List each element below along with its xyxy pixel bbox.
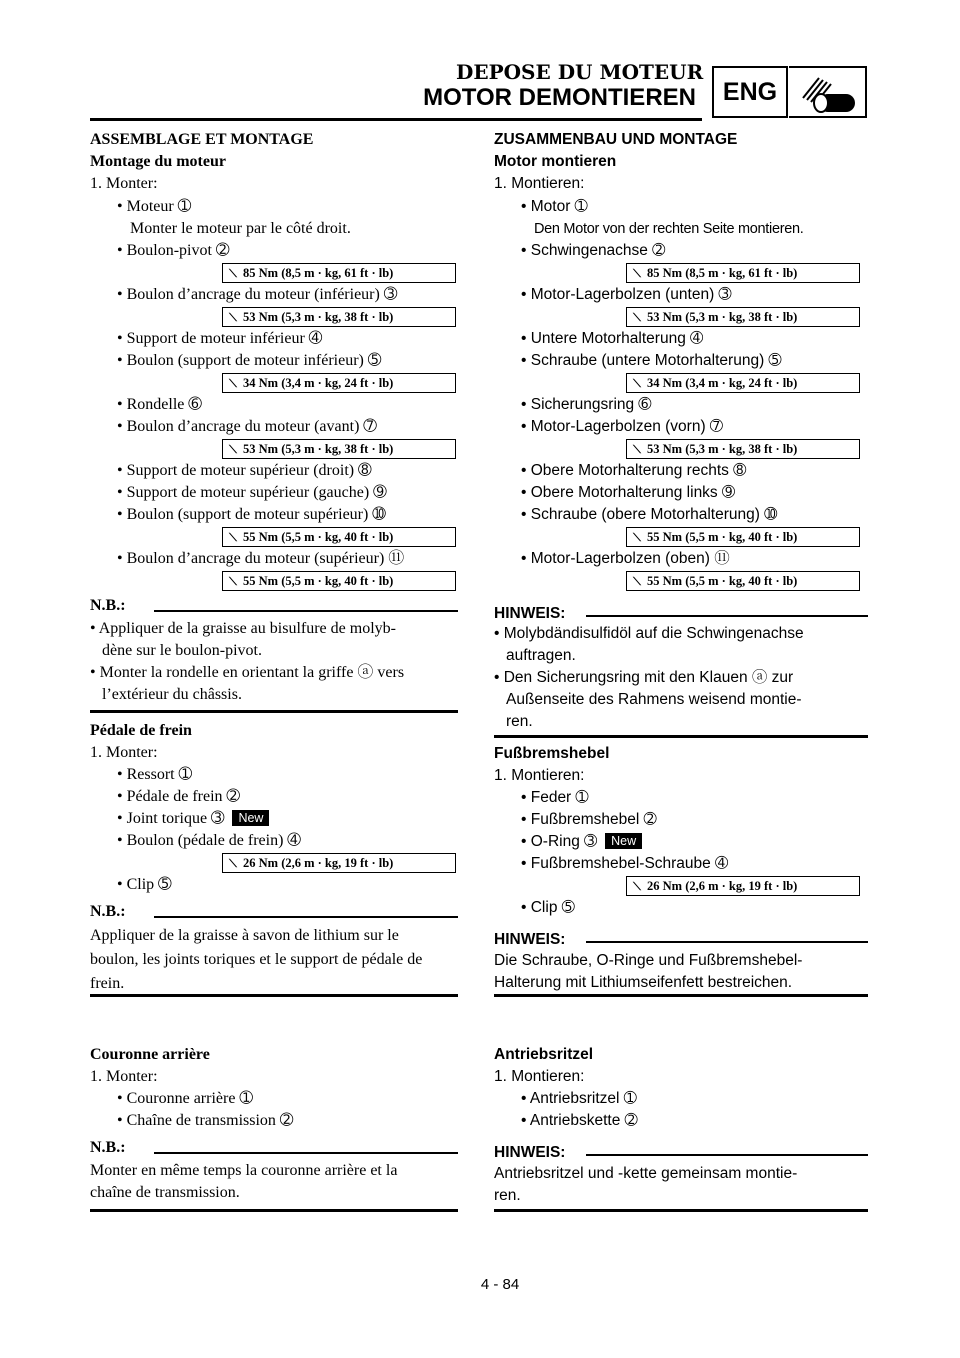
list-item: • Moteur ➀ xyxy=(117,198,192,215)
list-item: • Feder ➀ xyxy=(521,789,589,806)
note-rule xyxy=(586,615,868,617)
wrench-icon: ⟍ xyxy=(633,268,641,280)
list-item: • Untere Motorhalterung ➃ xyxy=(521,330,704,347)
wrench-icon: ⟍ xyxy=(633,532,641,544)
list-item: • Motor-Lagerbolzen (oben) ⑪ xyxy=(521,550,730,567)
note-label: N.B.: xyxy=(90,1139,126,1156)
list-item: • Sicherungsring ➅ xyxy=(521,396,652,413)
note-end-rule xyxy=(90,1209,458,1212)
wrench-icon: ⟍ xyxy=(633,576,641,588)
note-text: l’extérieur du châssis. xyxy=(102,686,242,703)
note-text: Antriebsritzel und -kette gemeinsam montie- xyxy=(494,1165,798,1182)
note-rule xyxy=(154,610,458,612)
header-rule xyxy=(90,118,702,121)
torque-spec: ⟍ 55 Nm (5,5 m · kg, 40 ft · lb) xyxy=(626,571,860,591)
subsection-title: Fußbremshebel xyxy=(494,745,610,762)
list-item: • Fußbremshebel ➁ xyxy=(521,811,657,828)
list-item: • Boulon (pédale de frein) ➃ xyxy=(117,832,301,849)
step: 1. Montieren: xyxy=(494,175,585,192)
note-text: Appliquer de la graisse à savon de lithium sur le xyxy=(90,927,399,944)
list-item: • Motor-Lagerbolzen (vorn) ➆ xyxy=(521,418,723,435)
step: 1. Monter: xyxy=(90,744,158,761)
list-item: • Boulon (support de moteur supérieur) ➉ xyxy=(117,506,386,523)
wrench-icon: ⟍ xyxy=(229,444,237,456)
list-item: • Obere Motorhalterung rechts ➇ xyxy=(521,462,747,479)
note-text: • Appliquer de la graisse au bisulfure de molyb- xyxy=(90,620,396,637)
wrench-icon: ⟍ xyxy=(633,881,641,893)
step: 1. Monter: xyxy=(90,175,158,192)
header-title-de: MOTOR DEMONTIEREN xyxy=(423,84,696,111)
step: 1. Montieren: xyxy=(494,767,585,784)
section-title: ZUSAMMENBAU UND MONTAGE xyxy=(494,131,738,148)
torque-spec: ⟍ 55 Nm (5,5 m · kg, 40 ft · lb) xyxy=(222,571,456,591)
list-item: • Clip ➄ xyxy=(521,899,575,916)
note-text: boulon, les joints toriques et le support de pédale de xyxy=(90,951,423,968)
note-rule xyxy=(586,1154,868,1156)
note-text: dène sur le boulon-pivot. xyxy=(102,642,262,659)
torque-spec: ⟍ 26 Nm (2,6 m · kg, 19 ft · lb) xyxy=(626,876,860,896)
wrench-icon: ⟍ xyxy=(229,378,237,390)
step: 1. Monter: xyxy=(90,1068,158,1085)
header-title-fr: DEPOSE DU MOTEUR xyxy=(456,60,704,84)
list-item: • O-Ring ➂ New xyxy=(521,832,642,852)
step: 1. Montieren: xyxy=(494,1068,585,1085)
list-item: • Pédale de frein ➁ xyxy=(117,788,240,805)
note-label: HINWEIS: xyxy=(494,931,566,948)
list-item: • Obere Motorhalterung links ➈ xyxy=(521,484,735,501)
wrench-icon: ⟍ xyxy=(229,312,237,324)
new-badge: New xyxy=(605,833,642,849)
list-item: • Motor-Lagerbolzen (unten) ➂ xyxy=(521,286,732,303)
list-item: • Boulon d’ancrage du moteur (inférieur) ➂ xyxy=(117,286,398,303)
list-item: Monter le moteur par le côté droit. xyxy=(130,220,351,237)
list-item: • Support de moteur supérieur (gauche) ➈ xyxy=(117,484,387,501)
note-label: HINWEIS: xyxy=(494,605,566,622)
section-title: ASSEMBLAGE ET MONTAGE xyxy=(90,131,314,148)
new-badge: New xyxy=(232,810,269,826)
torque-spec: ⟍ 26 Nm (2,6 m · kg, 19 ft · lb) xyxy=(222,853,456,873)
torque-spec: ⟍ 53 Nm (5,3 m · kg, 38 ft · lb) xyxy=(626,307,860,327)
wrench-icon: ⟍ xyxy=(229,858,237,870)
list-item: • Couronne arrière ➀ xyxy=(117,1090,253,1107)
list-item: • Joint torique ➂ New xyxy=(117,809,269,829)
note-text: Monter en même temps la couronne arrière et la xyxy=(90,1162,398,1179)
note-label: N.B.: xyxy=(90,597,126,614)
note-end-rule xyxy=(494,1209,868,1212)
list-item: • Boulon-pivot ➁ xyxy=(117,242,230,259)
note-text: ren. xyxy=(506,713,533,730)
list-item: • Rondelle ➅ xyxy=(117,396,202,413)
subsection-title: Montage du moteur xyxy=(90,153,226,170)
note-rule xyxy=(586,941,868,943)
wrench-icon: ⟍ xyxy=(229,532,237,544)
subsection-title: Couronne arrière xyxy=(90,1046,210,1063)
list-item: • Motor ➀ xyxy=(521,198,588,215)
note-text: frein. xyxy=(90,975,125,992)
note-text: Halterung mit Lithiumseifenfett bestreichen. xyxy=(494,974,793,991)
torque-spec: ⟍ 34 Nm (3,4 m · kg, 24 ft · lb) xyxy=(222,373,456,393)
note-text: chaîne de transmission. xyxy=(90,1184,240,1201)
note-rule xyxy=(154,916,458,918)
wrench-icon: ⟍ xyxy=(229,576,237,588)
note-text: • Den Sicherungsring mit den Klauen ⓐ zur xyxy=(494,669,794,686)
subsection-title: Pédale de frein xyxy=(90,722,192,739)
note-end-rule xyxy=(90,710,458,713)
torque-spec: ⟍ 34 Nm (3,4 m · kg, 24 ft · lb) xyxy=(626,373,860,393)
note-end-rule xyxy=(494,735,868,738)
list-item: • Clip ➄ xyxy=(117,876,172,893)
wrench-icon: ⟍ xyxy=(633,444,641,456)
torque-spec: ⟍ 53 Nm (5,3 m · kg, 38 ft · lb) xyxy=(222,307,456,327)
note-end-rule xyxy=(90,994,458,997)
note-text: • Monter la rondelle en orientant la griffe ⓐ vers xyxy=(90,664,405,681)
list-item: • Fußbremshebel-Schraube ➃ xyxy=(521,855,729,872)
list-item: • Schraube (untere Motorhalterung) ➄ xyxy=(521,352,782,369)
list-item: • Antriebskette ➁ xyxy=(521,1112,638,1129)
wrench-icon: ⟍ xyxy=(229,268,237,280)
note-end-rule xyxy=(494,994,868,997)
list-item: • Ressort ➀ xyxy=(117,766,193,783)
list-item: • Boulon d’ancrage du moteur (avant) ➆ xyxy=(117,418,377,435)
wrench-icon: ⟍ xyxy=(633,312,641,324)
note-label: HINWEIS: xyxy=(494,1144,566,1161)
torque-spec: ⟍ 85 Nm (8,5 m · kg, 61 ft · lb) xyxy=(626,263,860,283)
page-number: 4 - 84 xyxy=(480,1276,520,1293)
note-text: Außenseite des Rahmens weisend montie- xyxy=(506,691,802,708)
subsection-title: Motor montieren xyxy=(494,153,617,170)
note-text: • Molybdändisulfidöl auf die Schwingenachse xyxy=(494,625,804,642)
torque-spec: ⟍ 85 Nm (8,5 m · kg, 61 ft · lb) xyxy=(222,263,456,283)
list-item: • Antriebsritzel ➀ xyxy=(521,1090,637,1107)
eng-badge: ENG xyxy=(712,66,788,118)
list-item: • Support de moteur inférieur ➃ xyxy=(117,330,323,347)
note-text: ren. xyxy=(494,1187,521,1204)
list-item: • Support de moteur supérieur (droit) ➇ xyxy=(117,462,372,479)
subsection-title: Antriebsritzel xyxy=(494,1046,594,1063)
list-item: Den Motor von der rechten Seite montieren. xyxy=(534,221,804,237)
list-item: • Schraube (obere Motorhalterung) ➉ xyxy=(521,506,778,523)
torque-spec: ⟍ 55 Nm (5,5 m · kg, 40 ft · lb) xyxy=(626,527,860,547)
torque-spec: ⟍ 53 Nm (5,3 m · kg, 38 ft · lb) xyxy=(222,439,456,459)
note-label: N.B.: xyxy=(90,903,126,920)
engine-icon xyxy=(789,66,867,118)
torque-spec: ⟍ 55 Nm (5,5 m · kg, 40 ft · lb) xyxy=(222,527,456,547)
list-item: • Boulon d’ancrage du moteur (supérieur) ⑪ xyxy=(117,550,405,567)
note-text: Die Schraube, O-Ringe und Fußbremshebel- xyxy=(494,952,803,969)
note-text: auftragen. xyxy=(506,647,576,664)
list-item: • Boulon (support de moteur inférieur) ➄ xyxy=(117,352,382,369)
list-item: • Chaîne de transmission ➁ xyxy=(117,1112,294,1129)
torque-spec: ⟍ 53 Nm (5,3 m · kg, 38 ft · lb) xyxy=(626,439,860,459)
wrench-icon: ⟍ xyxy=(633,378,641,390)
list-item: • Schwingenachse ➁ xyxy=(521,242,666,259)
note-rule xyxy=(154,1152,458,1154)
